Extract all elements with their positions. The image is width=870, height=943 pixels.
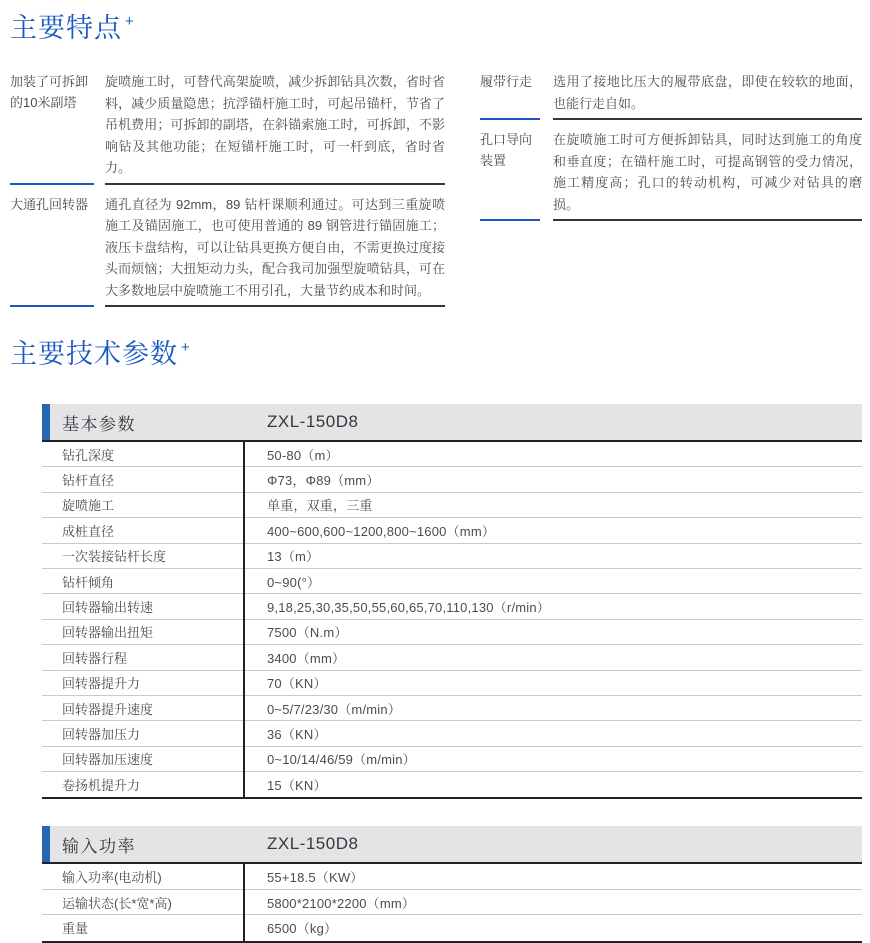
spec-row-label: 钻孔深度 [62,447,115,463]
table-row [42,671,862,696]
features-column-left [10,71,445,316]
spec-row-label: 旋喷施工 [62,498,115,514]
spec-row-label: 回转器提升力 [62,676,141,692]
table-row [42,747,862,772]
spec-row-label: 输入功率(电动机) [62,870,162,886]
feature-item-large-bore-rotator [10,194,445,308]
spec-row-value: 13（m） [267,549,320,565]
specs-section-title [10,316,870,375]
feature-label: 加装了可拆卸的10米副塔 [10,71,94,185]
plus-mark: + [125,13,135,30]
spec-row-label: 运输状态(长*宽*高) [62,895,172,911]
feature-label: 履带行走 [480,71,540,120]
spec-row-value: 36（KN） [267,726,327,742]
spec-row-label: 回转器输出扭矩 [62,625,154,641]
spec-row-label: 一次装接钻杆长度 [62,549,167,565]
input-power-table [42,826,862,942]
table-row [42,620,862,645]
spec-row-value: 0~10/14/46/59（m/min） [267,752,416,768]
table-row [42,772,862,797]
spec-row-label: 卷扬机提升力 [62,778,141,794]
feature-label: 孔口导向装置 [480,129,540,221]
spec-row-label: 回转器提升速度 [62,701,154,717]
table-row [42,518,862,543]
spec-row-label: 回转器加压力 [62,726,141,742]
spec-row-label: 回转器加压速度 [62,752,154,768]
table-body [42,442,862,799]
spec-row-value: 单重，双重，三重 [267,498,373,514]
features-title-text: 主要特点 [10,13,122,43]
spec-row-label: 回转器输出转速 [62,600,154,616]
table-title: 基本参数 [62,414,136,434]
feature-item-detachable-tower [10,71,445,185]
specs-title-text: 主要技术参数 [10,339,178,369]
table-row [42,467,862,492]
table-row [42,544,862,569]
table-row [42,721,862,746]
accent-bar [42,826,50,862]
table-row [42,864,862,889]
spec-row-value: 0~5/7/23/30（m/min） [267,701,402,717]
table-model: ZXL-150D8 [267,834,359,854]
feature-item-hole-guide-device [480,129,862,221]
table-row [42,442,862,467]
table-row [42,915,862,940]
spec-row-label: 回转器行程 [62,650,128,666]
feature-text: 选用了接地比压大的履带底盘，即使在较软的地面，也能行走自如。 [553,71,862,120]
spec-row-value: 5800*2100*2200（mm） [267,895,416,911]
feature-item-crawler-travel [480,71,862,120]
spec-row-label: 成桩直径 [62,523,115,539]
spec-row-label: 钻杆直径 [62,473,115,489]
spec-row-value: 50-80（m） [267,447,339,463]
feature-text: 在旋喷施工时可方便拆卸钻具，同时达到施工的角度和垂直度；在锚杆施工时，可提高钢管的受力情况，施工精度高；孔口的转动机构，可减少对钻具的磨损。 [553,129,862,221]
spec-row-value: 7500（N.m） [267,625,348,641]
spec-row-value: 15（KN） [267,778,327,794]
table-row [42,890,862,915]
feature-text: 通孔直径为 92mm，89 钻杆课顺利通过。可达到三重旋喷施工及锚固施工，也可使用普通的 89 钢管进行锚固施工；液压卡盘结构，可以让钻具更换方便自由，不需更换过度接头而烦恼；大扭矩动力头，配合我司加强型旋喷钻具，可在大多数地层中旋喷施工不用引孔，大量节约成本和时间。 [105,194,445,308]
features-section-title [10,0,870,49]
accent-bar [42,404,50,440]
feature-text: 旋喷施工时，可替代高架旋喷，减少拆卸钻具次数，省时省料，减少质量隐患；抗浮锚杆施工时，可起吊锚杆，节省了吊机费用；可拆卸的副塔，在斜锚索施工时，可拆卸，不影响钻及其他功能；在短锚杆施工时，可一杆到底，省时省力。 [105,71,445,185]
features-grid [10,71,862,316]
table-header [42,404,862,442]
spec-row-value: 6500（kg） [267,921,338,937]
table-title: 输入功率 [62,836,136,856]
table-row [42,645,862,670]
table-row [42,569,862,594]
spec-row-value: 0~90(°） [267,574,321,590]
spec-row-value: 3400（mm） [267,650,346,666]
plus-mark: + [181,339,191,356]
table-body [42,864,862,942]
spec-row-value: Φ73，Φ89（mm） [267,473,380,489]
table-row [42,696,862,721]
spec-row-label: 钻杆倾角 [62,574,115,590]
spec-row-value: 70（KN） [267,676,327,692]
basic-params-table [42,404,862,799]
spec-row-value: 400~600,600~1200,800~1600（mm） [267,523,496,539]
spec-row-value: 9,18,25,30,35,50,55,60,65,70,110,130（r/min） [267,600,551,616]
table-model: ZXL-150D8 [267,412,359,431]
table-row [42,594,862,619]
spec-row-label: 重量 [62,921,89,937]
table-header [42,826,862,864]
table-row [42,493,862,518]
features-column-right [480,71,862,316]
feature-label: 大通孔回转器 [10,194,94,308]
spec-row-value: 55+18.5（KW） [267,870,364,886]
